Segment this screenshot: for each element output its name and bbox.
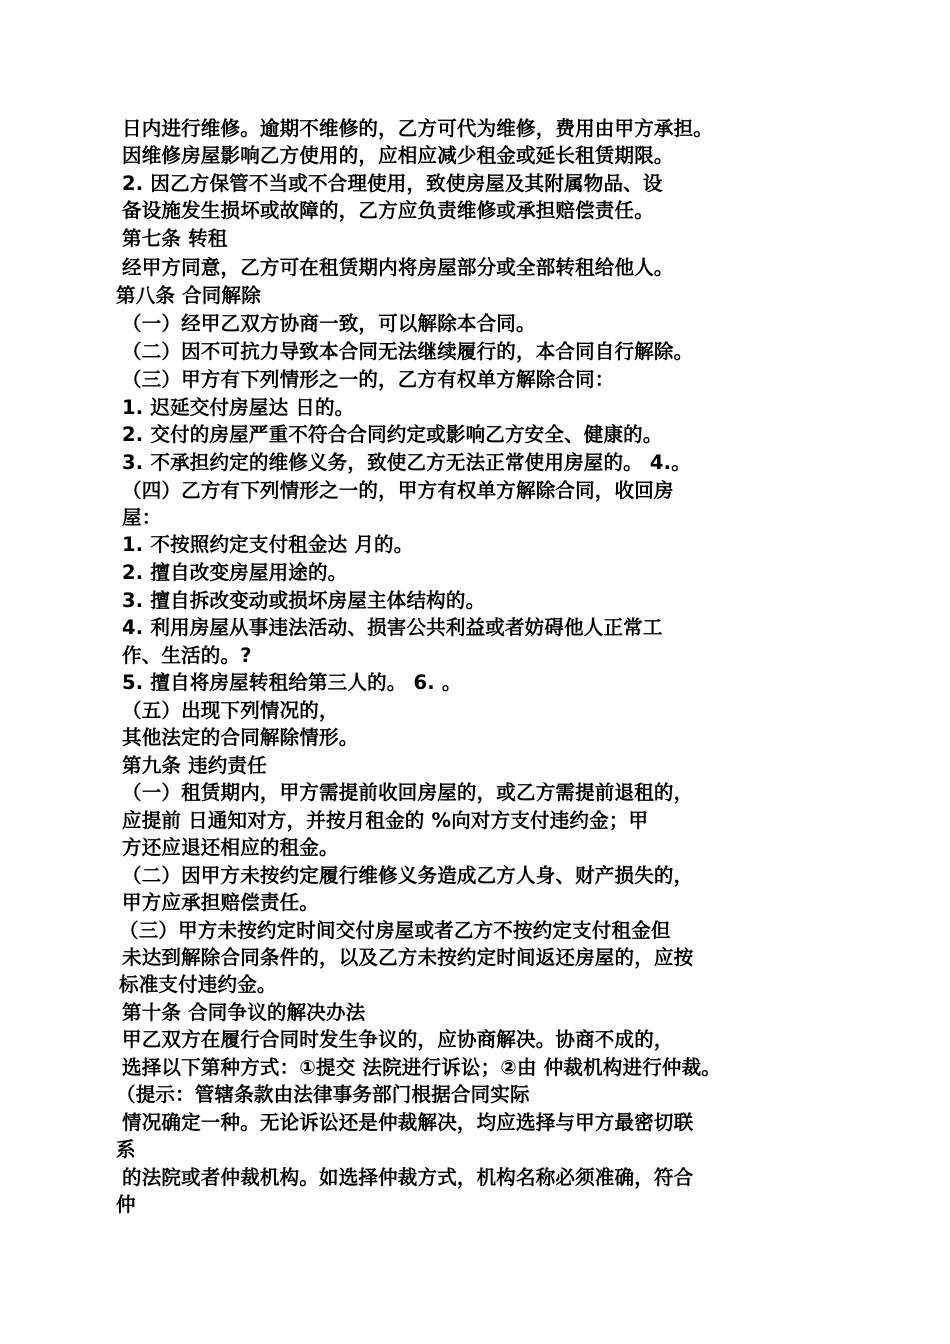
text-line: （三）甲方未按约定时间交付房屋或者乙方不按约定支付租金但	[119, 919, 671, 942]
text-line: 应提前 日通知对方，并按月租金的 %向对方支付违约金；甲	[122, 809, 649, 832]
text-line: （四）乙方有下列情形之一的，甲方有权单方解除合同，收回房	[122, 479, 674, 502]
text-line: 未达到解除合同条件的，以及乙方未按约定时间返还房屋的，应按	[122, 946, 694, 969]
text-line: 经甲方同意，乙方可在租赁期内将房屋部分或全部转租给他人。	[122, 256, 674, 279]
text-line: （一）租赁期内，甲方需提前收回房屋的，或乙方需提前退租的，	[122, 781, 694, 804]
text-line: 5. 擅自将房屋转租给第三人的。 6. 。	[122, 671, 462, 694]
text-line: 屋：	[122, 506, 162, 529]
text-line: 系	[116, 1138, 136, 1161]
article-heading: 第九条 违约责任	[122, 754, 267, 777]
text-line: 甲乙双方在履行合同时发生争议的，应协商解决。协商不成的，	[122, 1028, 674, 1051]
text-line: 情况确定一种。无论诉讼还是仲裁解决，均应选择与甲方最密切联	[122, 1111, 694, 1134]
text-line: （五）出现下列情况的，	[122, 699, 339, 722]
text-line: 1. 不按照约定支付租金达 月的。	[122, 533, 414, 556]
text-line: 1. 迟延交付房屋达 日的。	[122, 396, 355, 419]
text-line: 仲	[116, 1193, 136, 1216]
text-line: 备设施发生损坏或故障的，乙方应负责维修或承担赔偿责任。	[122, 199, 654, 222]
article-heading: 第七条 转租	[122, 227, 228, 250]
text-line: 的法院或者仲裁机构。如选择仲裁方式，机构名称必须准确，符合	[122, 1166, 694, 1189]
text-line: （提示：管辖条款由法律事务部门根据合同实际	[116, 1083, 530, 1106]
text-line: 标准支付违约金。	[119, 973, 277, 996]
text-line: 4. 利用房屋从事违法活动、损害公共利益或者妨碍他人正常工	[122, 616, 663, 639]
text-line: （一）经甲乙双方协商一致，可以解除本合同。	[122, 312, 536, 335]
article-heading: 第八条 合同解除	[116, 284, 261, 307]
text-line: （二）因甲方未按约定履行维修义务造成乙方人身、财产损失的，	[122, 864, 694, 887]
text-line: 2. 因乙方保管不当或不合理使用，致使房屋及其附属物品、设	[122, 172, 663, 195]
text-line: 方还应退还相应的租金。	[122, 836, 339, 859]
text-line: 3. 擅自拆改变动或损坏房屋主体结构的。	[122, 589, 486, 612]
text-line: 甲方应承担赔偿责任。	[122, 891, 320, 914]
text-line: 作、生活的。?	[122, 644, 252, 667]
text-line: 其他法定的合同解除情形。	[122, 726, 359, 749]
text-line: （三）甲方有下列情形之一的，乙方有权单方解除合同：	[122, 368, 615, 391]
text-line: 因维修房屋影响乙方使用的，应相应减少租金或延长租赁期限。	[122, 144, 674, 167]
text-line: 日内进行维修。逾期不维修的，乙方可代为维修，费用由甲方承担。	[122, 117, 714, 140]
text-line: 选择以下第种方式：①提交 法院进行诉讼；②由 仲裁机构进行仲裁。	[122, 1056, 721, 1079]
text-line: （二）因不可抗力导致本合同无法继续履行的，本合同自行解除。	[122, 340, 694, 363]
text-line: 2. 擅自改变房屋用途的。	[122, 561, 348, 584]
text-line: 2. 交付的房屋严重不符合合同约定或影响乙方安全、健康的。	[122, 423, 663, 446]
text-line: 3. 不承担约定的维修义务，致使乙方无法正常使用房屋的。 4.。	[122, 451, 691, 474]
article-heading: 第十条 合同争议的解决办法	[122, 1001, 366, 1024]
